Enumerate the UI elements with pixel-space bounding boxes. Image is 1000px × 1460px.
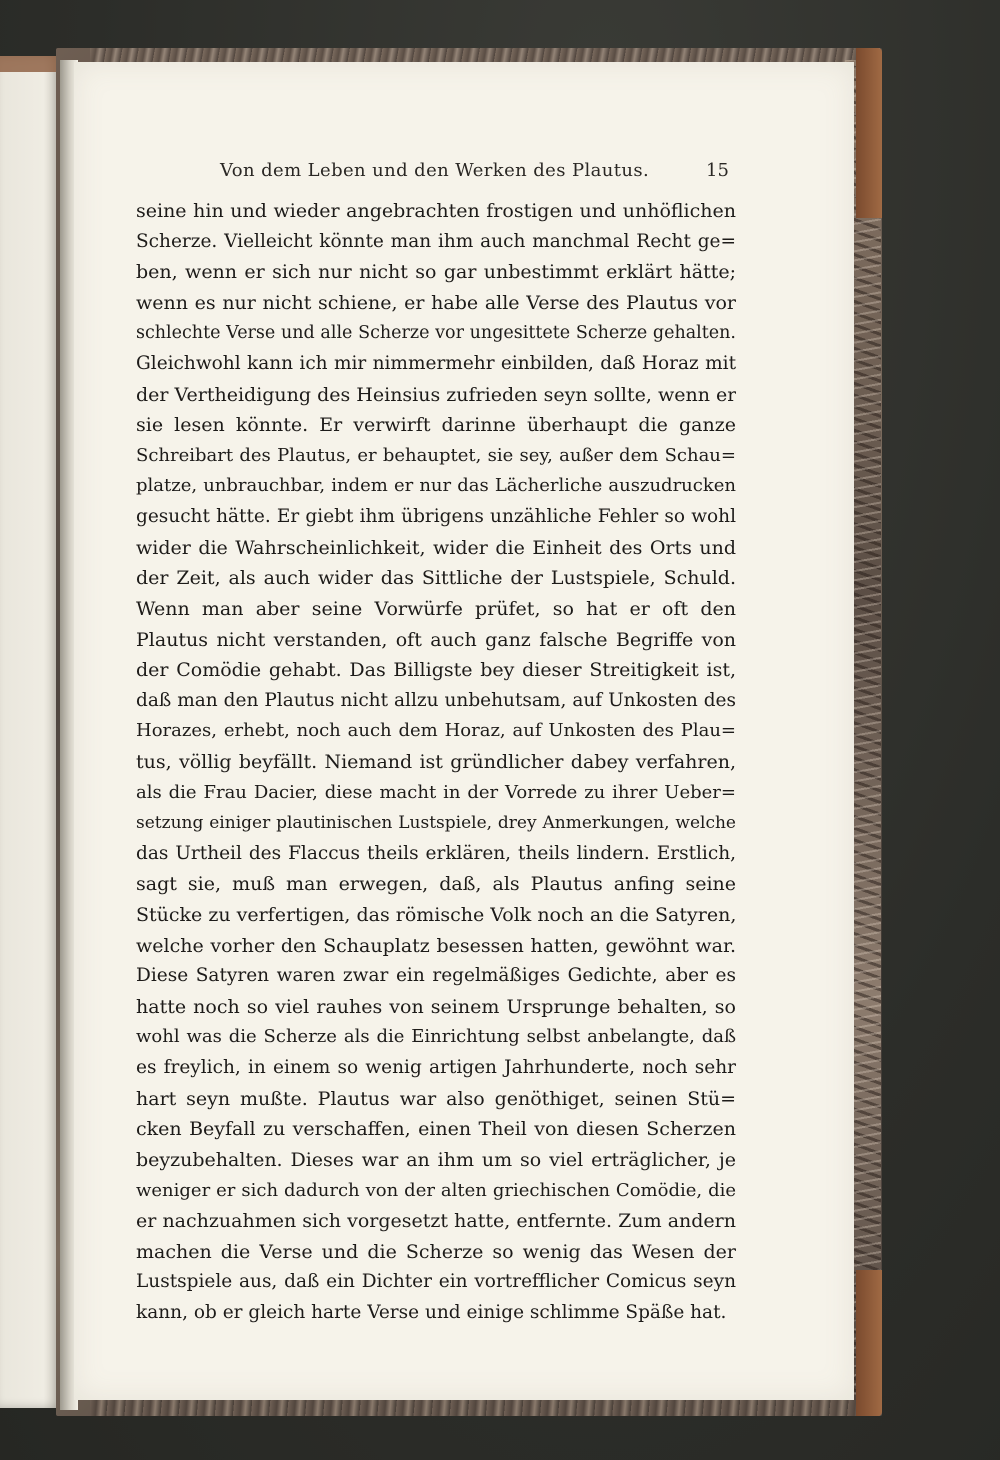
text-line: Gleichwohl kann ich mir nimmermehr einbilden, daß Horaz mit xyxy=(136,353,736,375)
text-line: weniger er sich dadurch von der alten griechischen Comödie, die xyxy=(136,1179,736,1201)
text-line: Horazes, erhebt, noch auch dem Horaz, auf Unkosten des Plau= xyxy=(136,720,736,742)
text-line: hart seyn mußte. Plautus war also genöthiget, seinen Stü= xyxy=(136,1087,736,1110)
text-line: Stücke zu verfertigen, das römische Volk noch an die Satyren, xyxy=(136,904,736,927)
running-head: Von dem Leben und den Werken des Plautus. xyxy=(220,160,650,181)
text-line: hatte noch so viel rauhes von seinem Ursprunge behalten, so xyxy=(136,995,736,1018)
text-line: setzung einiger plautinischen Lustspiele, drey Anmerkungen, welche xyxy=(136,813,736,834)
text-line: cken Beyfall zu verschaffen, einen Theil von diesen Scherzen xyxy=(136,1118,736,1141)
text-line: seine hin und wieder angebrachten frostigen und unhöflichen xyxy=(136,200,736,222)
text-line: Diese Satyren waren zwar ein regelmäßiges Gedichte, aber es xyxy=(136,965,736,987)
text-line: schlechte Verse und alle Scherze vor ungesittete Scherze gehalten. xyxy=(136,323,736,344)
text-line: daß man den Plautus nicht allzu unbehutsam, auf Unkosten des xyxy=(136,689,736,711)
text-line: der Comödie gehabt. Das Billigste bey dieser Streitigkeit ist, xyxy=(136,659,736,682)
text-line: kann, ob er gleich harte Verse und einige schlimme Späße hat. xyxy=(136,1301,727,1323)
text-line: es freylich, in einem so wenig artigen Jahrhunderte, noch sehr xyxy=(136,1057,736,1079)
leather-corner-top xyxy=(856,48,882,218)
text-line: tus, völlig beyfällt. Niemand ist gründlicher dabey verfahren, xyxy=(136,750,736,773)
page-header xyxy=(74,154,854,194)
text-line: platze, unbrauchbar, indem er nur das Lächerliche auszudrucken xyxy=(136,475,736,497)
text-line: gesucht hätte. Er giebt ihm übrigens unzähliche Fehler so wohl xyxy=(136,506,736,528)
text-line: Scherze. Vielleicht könnte man ihm auch manchmal Recht ge= xyxy=(136,230,736,252)
text-line: welche vorher den Schauplatz besessen hatten, gewöhnt war. xyxy=(136,934,736,957)
text-line: er nachzuahmen sich vorgesetzt hatte, entfernte. Zum andern xyxy=(136,1210,736,1233)
text-line: Schreibart des Plautus, er behauptet, sie sey, außer dem Schau= xyxy=(136,444,736,466)
text-line: als die Frau Dacier, diese macht in der Vorrede zu ihrer Ueber= xyxy=(136,781,736,803)
text-line: Plautus nicht verstanden, oft auch ganz falsche Begriffe von xyxy=(136,628,736,651)
text-line: der Zeit, als auch wider das Sittliche der Lustspiele, Schuld. xyxy=(136,567,736,590)
book-page xyxy=(74,62,854,1400)
text-line: das Urtheil des Flaccus theils erklären, theils lindern. Erstlich, xyxy=(136,842,736,864)
text-line: Lustspiele aus, daß ein Dichter ein vortrefflicher Comicus seyn xyxy=(136,1271,736,1293)
text-line: sie lesen könnte. Er verwirft darinne überhaupt die ganze xyxy=(136,414,736,437)
text-line: sagt sie, muß man erwegen, daß, als Plautus anfing seine xyxy=(136,873,736,896)
facing-page-edge-top xyxy=(0,56,62,72)
text-line: ben, wenn er sich nur nicht so gar unbestimmt erklärt hätte; xyxy=(136,261,736,284)
text-line: Wenn man aber seine Vorwürfe prüfet, so hat er oft den xyxy=(136,597,736,620)
text-line: wider die Wahrscheinlichkeit, wider die Einheit des Orts und xyxy=(136,536,736,559)
text-line: beyzubehalten. Dieses war an ihm um so viel erträglicher, je xyxy=(136,1148,736,1171)
text-line: wohl was die Scherze als die Einrichtung selbst anbelangte, daß xyxy=(136,1026,736,1048)
text-line: der Vertheidigung des Heinsius zufrieden seyn sollte, wenn er xyxy=(136,383,736,406)
text-line: machen die Verse und die Scherze so wenig das Wesen der xyxy=(136,1240,736,1263)
leather-corner-bottom xyxy=(856,1270,882,1416)
body-text xyxy=(136,196,736,1329)
facing-page-edge xyxy=(0,56,62,1408)
text-line: wenn es nur nicht schiene, er habe alle Verse des Plautus vor xyxy=(136,291,736,314)
page-number: 15 xyxy=(706,160,729,181)
